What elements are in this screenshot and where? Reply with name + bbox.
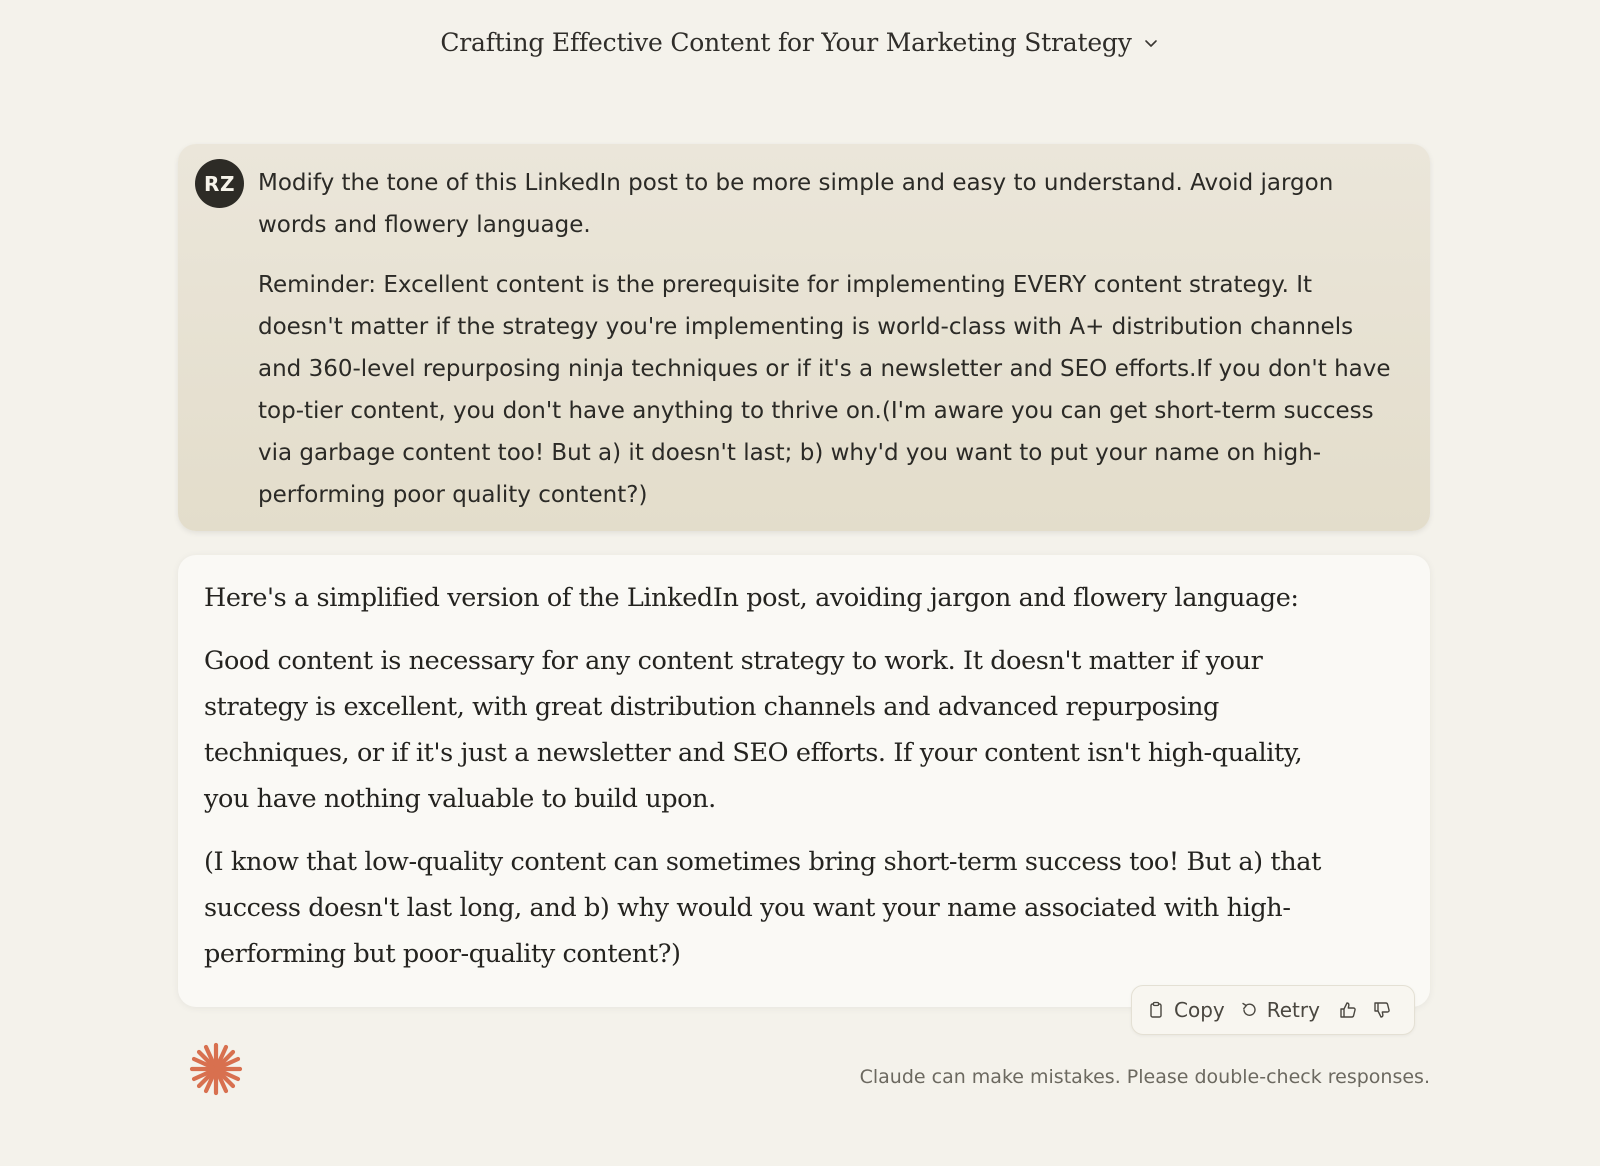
assistant-message-text [204, 575, 1324, 994]
user-message-paragraph: Reminder: Excellent content is the prerequisite for implementing EVERY content strategy. It doesn't matter if the strategy you're implementing is world-class with A+ distribution channels and 360-level repurposing ninja techniques or if it's a newsletter and SEO efforts.If you don't have top-tier content, you don't have anything to thrive on.(I'm aware you can get short-term success via garbage content too! But a) it doesn't last; b) why'd you want to put your name on high-performing poor quality content?) [258, 272, 1391, 508]
copy-label: Copy [1174, 998, 1225, 1022]
user-message-text [258, 162, 1398, 534]
chevron-down-icon[interactable] [1142, 34, 1160, 52]
disclaimer-text: Claude can make mistakes. Please double-check responses. [859, 1066, 1430, 1088]
retry-label: Retry [1266, 998, 1320, 1022]
thumbs-up-icon[interactable] [1338, 1000, 1358, 1020]
conversation-header [0, 28, 1600, 57]
retry-button[interactable] [1239, 998, 1320, 1022]
clipboard-icon [1146, 1000, 1166, 1020]
assistant-message-paragraph: Here's a simplified version of the LinkedIn post, avoiding jargon and flowery language: [204, 583, 1299, 613]
user-message-paragraph: Modify the tone of this LinkedIn post to be more simple and easy to understand. Avoid jargon words and flowery language. [258, 170, 1334, 238]
claude-logo-icon [187, 1040, 245, 1098]
assistant-message-card [178, 555, 1430, 1007]
assistant-message-paragraph: (I know that low-quality content can sometimes bring short-term success too! But a) that success doesn't last long, and b) why would you want your name associated with high-performing but poor-quality content?) [204, 847, 1321, 969]
assistant-message-paragraph: Good content is necessary for any content strategy to work. It doesn't matter if your strategy is excellent, with great distribution channels and advanced repurposing techniques, or if it's just a newsletter and SEO efforts. If your content isn't high-quality, you have nothing valuable to build upon. [204, 646, 1303, 814]
thumbs-down-icon[interactable] [1372, 1000, 1392, 1020]
message-actions-bar [1131, 985, 1415, 1035]
avatar: RZ [195, 159, 244, 208]
copy-button[interactable] [1146, 998, 1225, 1022]
user-message-card [178, 144, 1430, 531]
retry-icon [1239, 1000, 1259, 1020]
conversation-title[interactable]: Crafting Effective Content for Your Marketing Strategy [440, 28, 1132, 57]
